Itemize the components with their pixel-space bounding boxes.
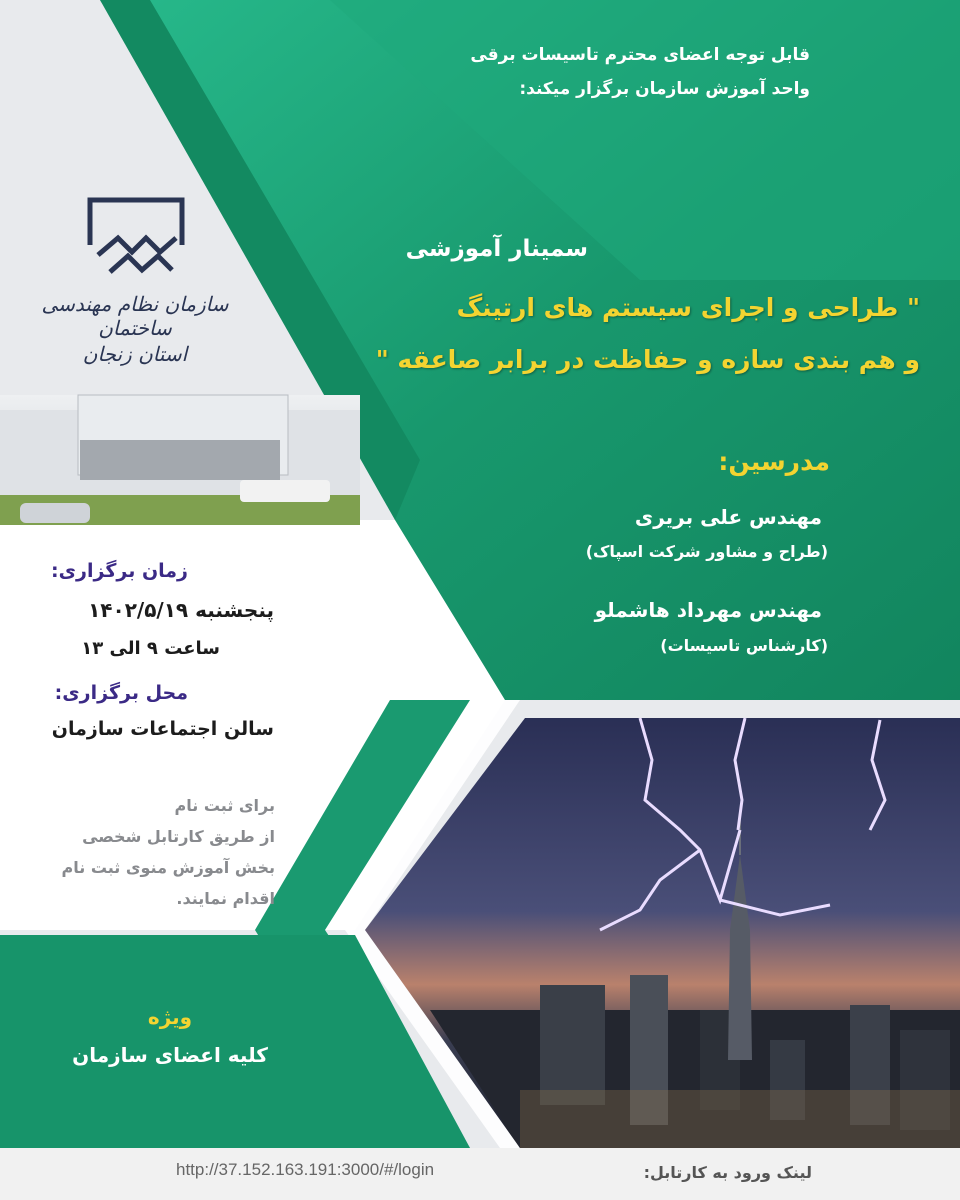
place-value: سالن اجتماعات سازمان xyxy=(51,718,274,740)
seminar-title-line1: " طراحی و اجرای سیستم های ارتینگ xyxy=(456,293,920,322)
registration-line1: برای ثبت نام xyxy=(174,796,275,815)
teachers-label: مدرسین: xyxy=(718,447,830,476)
seminar-label: سمینار آموزشی xyxy=(405,236,588,262)
teacher-name-1: مهندس علی بریری xyxy=(634,505,822,529)
place-label: محل برگزاری: xyxy=(54,682,188,704)
notice xyxy=(310,38,810,106)
org-name-line1: سازمان نظام مهندسی ساختمان xyxy=(41,292,229,340)
teacher-name-2: مهندس مهرداد هاشملو xyxy=(594,598,822,622)
footer-label: لینک ورود به کارتابل: xyxy=(643,1163,812,1182)
seminar-title xyxy=(300,282,920,386)
building-photo xyxy=(0,395,360,525)
hours-line: ساعت ۹ الی ۱۳ xyxy=(81,638,220,659)
notice-line1: قابل توجه اعضای محترم تاسیسات برقی xyxy=(470,45,810,65)
registration-line3: بخش آموزش منوی ثبت نام xyxy=(61,858,275,877)
seminar-title-line2: و هم بندی سازه و حفاظت در برابر صاعقه " xyxy=(375,345,920,374)
teacher-role-2: (کارشناس تاسیسات) xyxy=(660,636,828,655)
org-name-line2: استان زنجان xyxy=(82,342,188,366)
registration-line2: از طریق کارتابل شخصی xyxy=(82,827,275,846)
special-text xyxy=(40,998,300,1074)
login-link[interactable]: http://37.152.163.191:3000/#/login xyxy=(176,1160,435,1179)
time-label: زمان برگزاری: xyxy=(51,560,188,582)
date-line: پنجشنبه ۱۴۰۲/۵/۱۹ xyxy=(88,598,274,622)
registration-line4: اقدام نمایند. xyxy=(176,889,275,908)
special-line1: ویژه xyxy=(147,1005,193,1029)
notice-line2: واحد آموزش سازمان برگزار میکند: xyxy=(519,79,810,99)
registration-text xyxy=(25,790,275,914)
teacher-role-1: (طراح و مشاور شرکت اسپاک) xyxy=(585,542,828,561)
special-line2: کلیه اعضای سازمان xyxy=(72,1043,268,1067)
